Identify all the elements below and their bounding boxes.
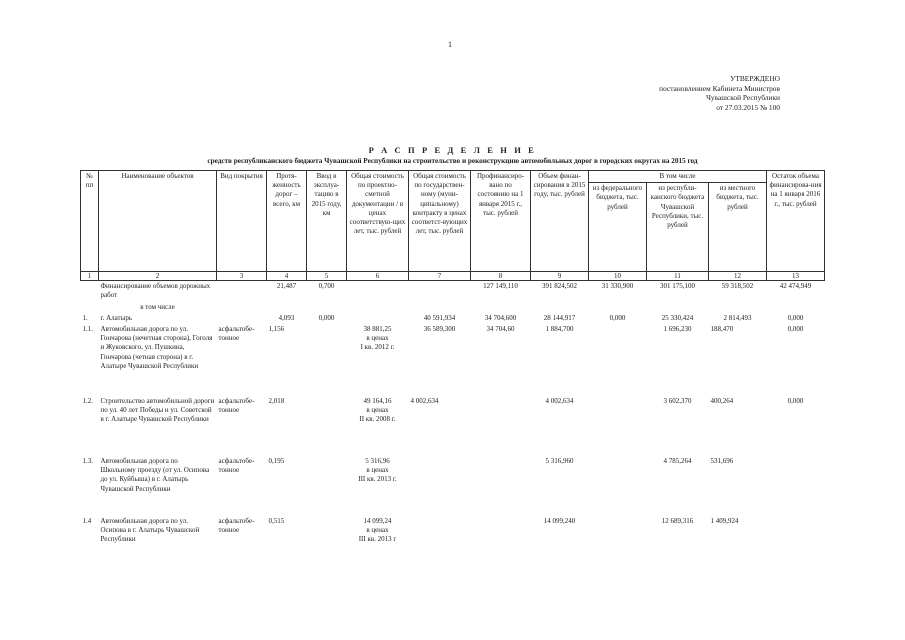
row-cost-contract — [409, 456, 471, 516]
row-volume: 5 316,960 — [545, 457, 574, 466]
summary-financed: 127 149,110 — [483, 282, 518, 291]
document-title: Р А С П Р Е Д Е Л Е Н И Е — [368, 145, 537, 155]
column-number: 7 — [409, 272, 471, 281]
header-local: из местного бюджета, тыс. рублей — [709, 183, 767, 272]
row-name: Строительство автомобильной дороги по ул. 40 лет Победы и ул. Советской в г. Алатыре Чувашской Республики — [100, 397, 215, 424]
row-type: асфальтобе-тонное — [218, 325, 255, 343]
row-commissioning — [307, 396, 347, 456]
column-number: 11 — [647, 272, 709, 281]
row-commissioning — [307, 324, 347, 396]
column-number: 12 — [709, 272, 767, 281]
cost-value: 14 099,24 — [363, 517, 392, 526]
row-num: 1.2. — [82, 397, 93, 406]
document-subtitle: средств республиканского бюджета Чувашской Республики на строительство и реконструкцию автомобильных дорог в городских округах на 2015 год — [207, 157, 698, 165]
table-row — [81, 324, 825, 396]
city-local: 2 814,493 — [723, 313, 752, 322]
row-type: асфальтобе-тонное — [218, 397, 255, 415]
header-federal: из федерального бюджета, тыс. рублей — [589, 183, 647, 272]
city-commissioning: 0,000 — [318, 313, 335, 322]
summary-length: 21,487 — [276, 282, 297, 291]
approval-stamp — [620, 74, 780, 112]
summary-sub-row — [81, 302, 825, 313]
column-number: 6 — [347, 272, 409, 281]
row-cost-design — [347, 324, 409, 396]
row-length: 1,156 — [268, 325, 285, 334]
header-volume: Объем финан-сирования в 2015 году, тыс. рублей — [531, 171, 589, 272]
row-financed — [471, 456, 531, 516]
row-local: 400,264 — [710, 397, 734, 406]
header-including: В том числе — [589, 171, 767, 183]
approval-line: от 27.03.2015 № 100 — [716, 102, 780, 112]
column-number: 5 — [307, 272, 347, 281]
city-num: 1. — [82, 313, 88, 322]
city-volume: 28 144,917 — [543, 313, 576, 322]
distribution-table — [80, 170, 825, 552]
header-row — [81, 171, 825, 183]
header-republican: из республи-канского бюджета Чувашской Республики, тыс. рублей — [647, 183, 709, 272]
row-num: 1.4 — [82, 517, 92, 526]
row-cost-design — [347, 456, 409, 516]
row-republican: 4 785,264 — [663, 457, 692, 466]
city-name: г. Алатырь — [100, 313, 133, 322]
row-num: 1.3. — [82, 457, 93, 466]
row-length: 0,195 — [268, 457, 285, 466]
row-republican: 1 696,230 — [663, 325, 692, 334]
row-financed: 34 704,60 — [486, 325, 515, 334]
column-number: 8 — [471, 272, 531, 281]
cost-note: III кв. 2013 г — [358, 535, 397, 544]
row-local: 531,696 — [710, 457, 734, 466]
cost-note: в ценах — [366, 466, 389, 475]
summary-row — [81, 281, 825, 302]
cost-note: в ценах — [366, 526, 389, 535]
row-commissioning — [307, 516, 347, 552]
city-remaining: 0,000 — [787, 313, 804, 322]
column-number: 1 — [81, 272, 99, 281]
cost-note: III кв. 2013 г. — [358, 475, 397, 484]
column-number-row — [81, 272, 825, 281]
city-cost-contract: 40 591,934 — [423, 313, 456, 322]
summary-republican: 301 175,100 — [660, 282, 695, 291]
cost-note: в ценах — [366, 406, 389, 415]
cost-note: в ценах — [366, 334, 389, 343]
row-remaining: 0,000 — [787, 325, 804, 334]
header-cost-design: Общая стоимость по проектно-сметной документации / в ценах соответствую-щих лет, тыс. рублей — [347, 171, 409, 272]
city-row — [81, 313, 825, 324]
row-remaining — [767, 516, 825, 552]
row-cost-contract: 4 002,634 — [410, 397, 439, 406]
summary-sub: в том числе — [140, 302, 175, 311]
column-number: 4 — [267, 272, 307, 281]
row-name: Автомобильная дорога по ул. Осипова в г. Алатырь Чувашской Республики — [100, 517, 200, 544]
row-local: 188,470 — [710, 325, 734, 334]
city-length: 4,093 — [278, 313, 295, 322]
row-volume: 14 099,240 — [543, 517, 576, 526]
row-length: 0,515 — [268, 517, 285, 526]
row-type: асфальтобе-тонное — [218, 517, 255, 535]
cost-value: 38 881,25 — [363, 325, 392, 334]
column-number: 10 — [589, 272, 647, 281]
approval-line: постановлением Кабинета Министров — [659, 83, 780, 93]
summary-remaining: 42 474,949 — [779, 282, 812, 291]
row-cost-design — [347, 516, 409, 552]
summary-name: Финансирование объемов дорожных работ — [100, 282, 211, 300]
column-number: 3 — [217, 272, 267, 281]
row-federal — [589, 324, 647, 396]
summary-federal: 31 330,900 — [601, 282, 634, 291]
row-commissioning — [307, 456, 347, 516]
row-cost-contract: 36 589,300 — [423, 325, 456, 334]
header-name: Наименование объектов — [99, 171, 217, 272]
city-financed: 34 704,600 — [484, 313, 517, 322]
row-volume: 4 002,634 — [545, 397, 574, 406]
table-row — [81, 396, 825, 456]
row-volume: 1 884,700 — [545, 325, 574, 334]
row-remaining — [767, 456, 825, 516]
header-num: № пп — [81, 171, 99, 272]
approval-line: Чувашской Республики — [706, 93, 780, 103]
row-name: Автомобильная дорога по Школьному проезду (от ул. Осипова до ул. Куйбыша) в г. Алатырь Чувашской Республики — [100, 457, 210, 493]
summary-commissioning: 0,700 — [318, 282, 335, 291]
cost-value: 5 316,96 — [365, 457, 390, 466]
city-federal: 0,000 — [609, 313, 626, 322]
header-length: Протя-женность дорог – всего, км — [267, 171, 307, 272]
header-remaining: Остаток объема финансирова-ния на 1 января 2016 г., тыс. рублей — [767, 171, 825, 272]
row-local: 1 409,924 — [710, 517, 739, 526]
cost-note: I кв. 2012 г. — [360, 343, 395, 352]
column-number: 9 — [531, 272, 589, 281]
city-republican: 25 330,424 — [661, 313, 694, 322]
cost-value: 49 164,16 — [363, 397, 392, 406]
column-number: 13 — [767, 272, 825, 281]
header-type: Вид покрытия — [217, 171, 267, 272]
row-federal — [589, 516, 647, 552]
table-row — [81, 456, 825, 516]
row-cost-design — [347, 396, 409, 456]
row-financed — [471, 396, 531, 456]
column-number: 2 — [99, 272, 217, 281]
row-length: 2,018 — [268, 397, 285, 406]
row-num: 1.1. — [82, 325, 93, 334]
row-type: асфальтобе-тонное — [218, 457, 255, 475]
row-financed — [471, 516, 531, 552]
header-commissioning: Ввод в эксплуа-тацию в 2015 году, км — [307, 171, 347, 272]
row-name: Автомобильная дорога по ул. Гончарова (нечетная сторона), Гоголя и Жуковского, ул. Пушкина, Гончарова (четная сторона) в г. Алатыре Чувашской Республики — [100, 325, 213, 370]
cost-note: II кв. 2008 г. — [359, 415, 396, 424]
header-cost-contract: Общая стоимость по государствен-ному (муни-ципальному) контракту в ценах соответст-вующих лет, тыс. рублей — [409, 171, 471, 272]
summary-local: 59 318,502 — [721, 282, 754, 291]
table-row — [81, 516, 825, 552]
page-number: 1 — [448, 40, 452, 49]
row-federal — [589, 456, 647, 516]
approval-line: УТВЕРЖДЕНО — [730, 74, 780, 83]
row-republican: 12 689,316 — [661, 517, 694, 526]
row-remaining: 0,000 — [787, 397, 804, 406]
summary-volume: 391 824,502 — [542, 282, 577, 291]
header-financed: Профинансиро-вано по состоянию на 1 января 2015 г., тыс. рублей — [471, 171, 531, 272]
row-federal — [589, 396, 647, 456]
row-cost-contract — [409, 516, 471, 552]
row-republican: 3 602,370 — [663, 397, 692, 406]
